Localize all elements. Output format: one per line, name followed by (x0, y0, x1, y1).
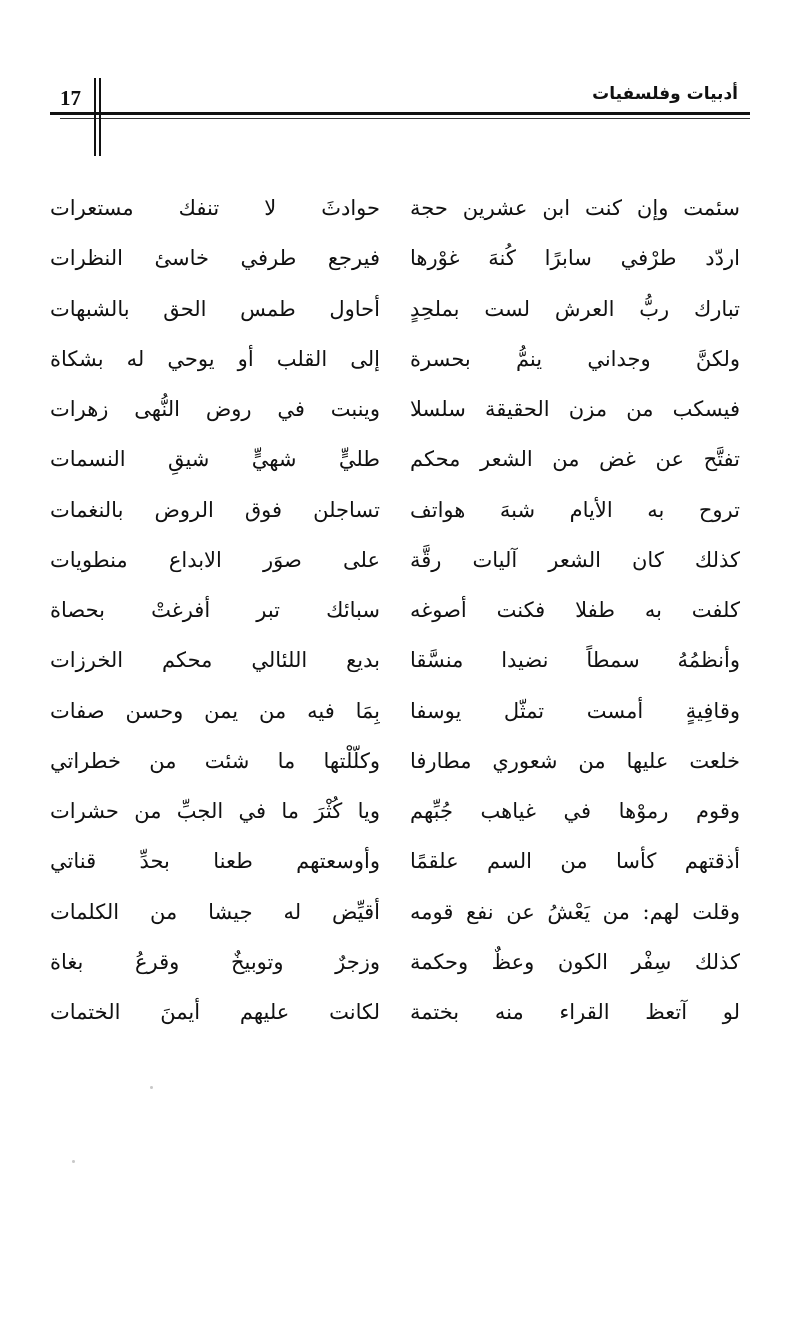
verse-hemistich: وأوسعتهم طعنا بحدِّ قناتي (50, 849, 380, 874)
header-vertical-bar (94, 78, 96, 156)
verse-hemistich: سئمت وإن كنت ابن عشرين حجة (410, 196, 740, 220)
verse-hemistich: تفتَّح عن غض من الشعر محكم (410, 447, 740, 472)
page-number: 17 (60, 86, 81, 110)
verse-hemistich: فيسكب من مزن الحقيقة سلسلا (410, 397, 740, 421)
scan-speck (150, 1086, 153, 1089)
poem-column-first-hemistichs (410, 190, 740, 1030)
verse-hemistich: وأنظمُهُ سمطاً نضيدا منسَّقا (410, 648, 740, 673)
verse-hemistich: لكانت عليهم أيمنَ الختمات (50, 1000, 380, 1024)
header-vertical-bar (99, 78, 101, 156)
verse-hemistich: وقافِيةٍ أمست تمثّل يوسفا (410, 698, 740, 723)
header-rule-thick (50, 112, 750, 115)
verse-hemistich: بديع اللئالي محكم الخرزات (50, 648, 380, 673)
verse-hemistich: كلفت به طفلا فكنت أصوغه (410, 598, 740, 622)
verse-hemistich: وينبت في روض النُّهى زهرات (50, 397, 380, 421)
verse-hemistich: ويا كُثْرَ ما في الجبِّ من حشرات (50, 799, 380, 823)
verse-hemistich: ولكنَّ وجداني ينمُّ بحسرة (410, 346, 740, 371)
verse-hemistich: وزجرٌ وتوبيخٌ وقرعُ بغاة (50, 949, 380, 974)
verse-hemistich: حوادثَ لا تنفك مستعرات (50, 196, 380, 220)
verse-hemistich: طليٍّ شهيٍّ شيقِ النسمات (50, 447, 380, 472)
header-rule-thin (60, 118, 750, 119)
verse-hemistich: أقيِّض له جيشا من الكلمات (50, 899, 380, 924)
verse-hemistich: فيرجع طرفي خاسئ النظرات (50, 246, 380, 271)
verse-hemistich: وقلت لهم: من يَعْشُ عن نفع قومه (410, 899, 740, 924)
verse-hemistich: وكلّلْتها ما شئت من خطراتي (50, 748, 380, 773)
verse-hemistich: أحاول طمس الحق بالشبهات (50, 296, 380, 321)
verse-hemistich: بِمَا فيه من يمن وحسن صفات (50, 698, 380, 723)
verse-hemistich: أذقتهم كأسا من السم علقمًا (410, 849, 740, 874)
poem-column-second-hemistichs (50, 190, 380, 1030)
verse-hemistich: تروح به الأيام شبهَ هواتف (410, 497, 740, 522)
verse-hemistich: لو آتعظ القراء منه بختمة (410, 1000, 740, 1024)
scan-speck (72, 1160, 75, 1163)
verse-hemistich: تساجلن فوق الروض بالنغمات (50, 497, 380, 522)
verse-hemistich: كذلك كان الشعر آليات رقَّة (410, 547, 740, 572)
verse-hemistich: على صوَر الابداع منطويات (50, 547, 380, 572)
verse-hemistich: خلعت عليها من شعوري مطارفا (410, 748, 740, 773)
verse-hemistich: كذلك سِفْر الكون وعظٌ وحكمة (410, 949, 740, 974)
verse-hemistich: وقوم رموْها في غياهب جُبِّهم (410, 799, 740, 823)
verse-hemistich: إلى القلب أو يوحي له بشكاة (50, 346, 380, 371)
running-header-title: أدبيات وفلسفيات (592, 84, 738, 104)
verse-hemistich: سبائك تبر أفرغتْ بحصاة (50, 598, 380, 622)
verse-hemistich: اردّد طرْفي سابرًا كُنهَ غوْرها (410, 246, 740, 271)
verse-hemistich: تبارك ربُّ العرش لست بملحِدٍ (410, 296, 740, 321)
